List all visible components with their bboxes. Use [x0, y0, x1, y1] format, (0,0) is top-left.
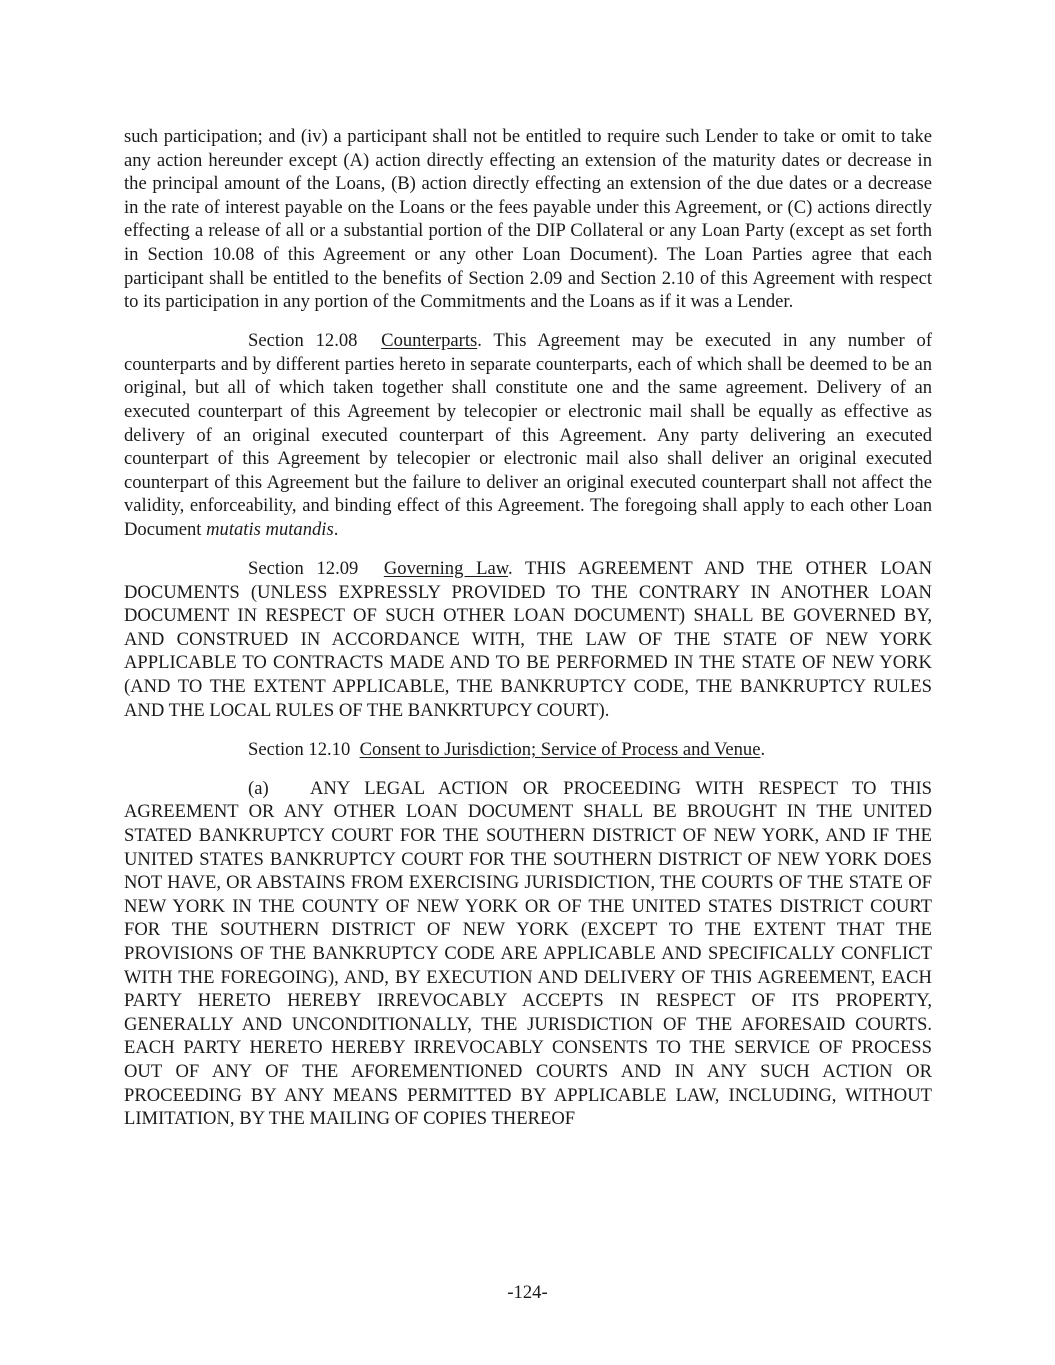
participation-paragraph: such participation; and (iv) a participant shall not be entitled to require such Lender to take or omit to take any action hereunder except (A) action directly effecting an extension of the maturity dates or decrease in the principal amount of the Loans, (B) action directly effecting an extension of the due dates or a decrease in the rate of interest payable on the Loans or the fees payable under this Agreement, or (C) actions directly effecting a release of all or a substantial portion of the DIP Collateral or any Loan Party (except as set forth in Section 10.08 of this Agreement or any other Loan Document). The Loan Parties agree that each participant shall be entitled to the benefits of Section 2.09 and Section 2.10 of this Agreement with respect to its participation in any portion of the Commitments and the Loans as if it was a Lender.: [124, 126, 932, 313]
section-12-10-number: Section 12.10: [248, 738, 351, 760]
section-12-09-paragraph: [124, 557, 932, 722]
section-12-09-number: Section 12.09: [248, 558, 359, 580]
section-12-08-paragraph: [124, 329, 932, 541]
section-12-10-heading: [124, 738, 932, 762]
section-12-08-title: Counterparts: [381, 330, 478, 352]
page-number: -124-: [507, 1282, 548, 1303]
section-12-09-body: . THIS AGREEMENT AND THE OTHER LOAN DOCUMENTS (UNLESS EXPRESSLY PROVIDED TO THE CONTRARY IN ANOTHER LOAN DOCUMENT IN RESPECT OF SUCH OTHER LOAN DOCUMENT) SHALL BE GOVERNED BY, AND CONSTRUED IN ACCORDANCE WITH, THE LAW OF THE STATE OF NEW YORK APPLICABLE TO CONTRACTS MADE AND TO BE PERFORMED IN THE STATE OF NEW YORK (AND TO THE EXTENT APPLICABLE, THE BANKRUPTCY CODE, THE BANKRUPTCY RULES AND THE LOCAL RULES OF THE BANKRTUPCY COURT).: [124, 558, 932, 721]
section-12-10-title: Consent to Jurisdiction; Service of Process and Venue: [359, 738, 761, 760]
section-12-10-end: .: [760, 738, 766, 760]
section-12-08-italic: mutatis mutandis: [206, 519, 334, 540]
section-12-08-end: .: [333, 519, 339, 540]
subsection-a-body: ANY LEGAL ACTION OR PROCEEDING WITH RESPECT TO THIS AGREEMENT OR ANY OTHER LOAN DOCUMENT SHALL BE BROUGHT IN THE UNITED STATED BANKRUPTCY COURT FOR THE SOUTHERN DISTRICT OF NEW YORK, AND IF THE UNITED STATES BANKRUPTCY COURT FOR THE SOUTHERN DISTRICT OF NEW YORK DOES NOT HAVE, OR ABSTAINS FROM EXERCISING JURISDICTION, THE COURTS OF THE STATE OF NEW YORK IN THE COUNTY OF NEW YORK OR OF THE UNITED STATES DISTRICT COURT FOR THE SOUTHERN DISTRICT OF NEW YORK (EXCEPT TO THE EXTENT THAT THE PROVISIONS OF THE BANKRUPTCY CODE ARE APPLICABLE AND SPECIFICALLY CONFLICT WITH THE FOREGOING), AND, BY EXECUTION AND DELIVERY OF THIS AGREEMENT, EACH PARTY HERETO HEREBY IRREVOCABLY ACCEPTS IN RESPECT OF ITS PROPERTY, GENERALLY AND UNCONDITIONALLY, THE JURISDICTION OF THE AFORESAID COURTS. EACH PARTY HERETO HEREBY IRREVOCABLY CONSENTS TO THE SERVICE OF PROCESS OUT OF ANY OF THE AFOREMENTIONED COURTS AND IN ANY SUCH ACTION OR PROCEEDING BY ANY MEANS PERMITTED BY APPLICABLE LAW, INCLUDING, WITHOUT LIMITATION, BY THE MAILING OF COPIES THEREOF: [124, 777, 932, 1130]
subsection-a-paragraph: [124, 777, 932, 1131]
section-12-09-title: Governing Law: [383, 558, 508, 580]
section-12-08-number: Section 12.08: [248, 330, 358, 352]
subsection-a-label: (a): [248, 777, 269, 799]
document-page: [124, 125, 932, 1131]
section-12-08-body: . This Agreement may be executed in any number of counterparts and by different parties hereto in separate counterparts, each of which shall be deemed to be an original, but all of which taken together shall constitute one and the same agreement. Delivery of an executed counterpart of this Agreement by telecopier or electronic mail shall be equally as effective as delivery of an original executed counterpart of this Agreement. Any party delivering an executed counterpart of this Agreement by telecopier or electronic mail also shall deliver an original executed counterpart of this Agreement but the failure to deliver an original executed counterpart shall not affect the validity, enforceability, and binding effect of this Agreement. The foregoing shall apply to each other Loan Document: [124, 330, 933, 540]
